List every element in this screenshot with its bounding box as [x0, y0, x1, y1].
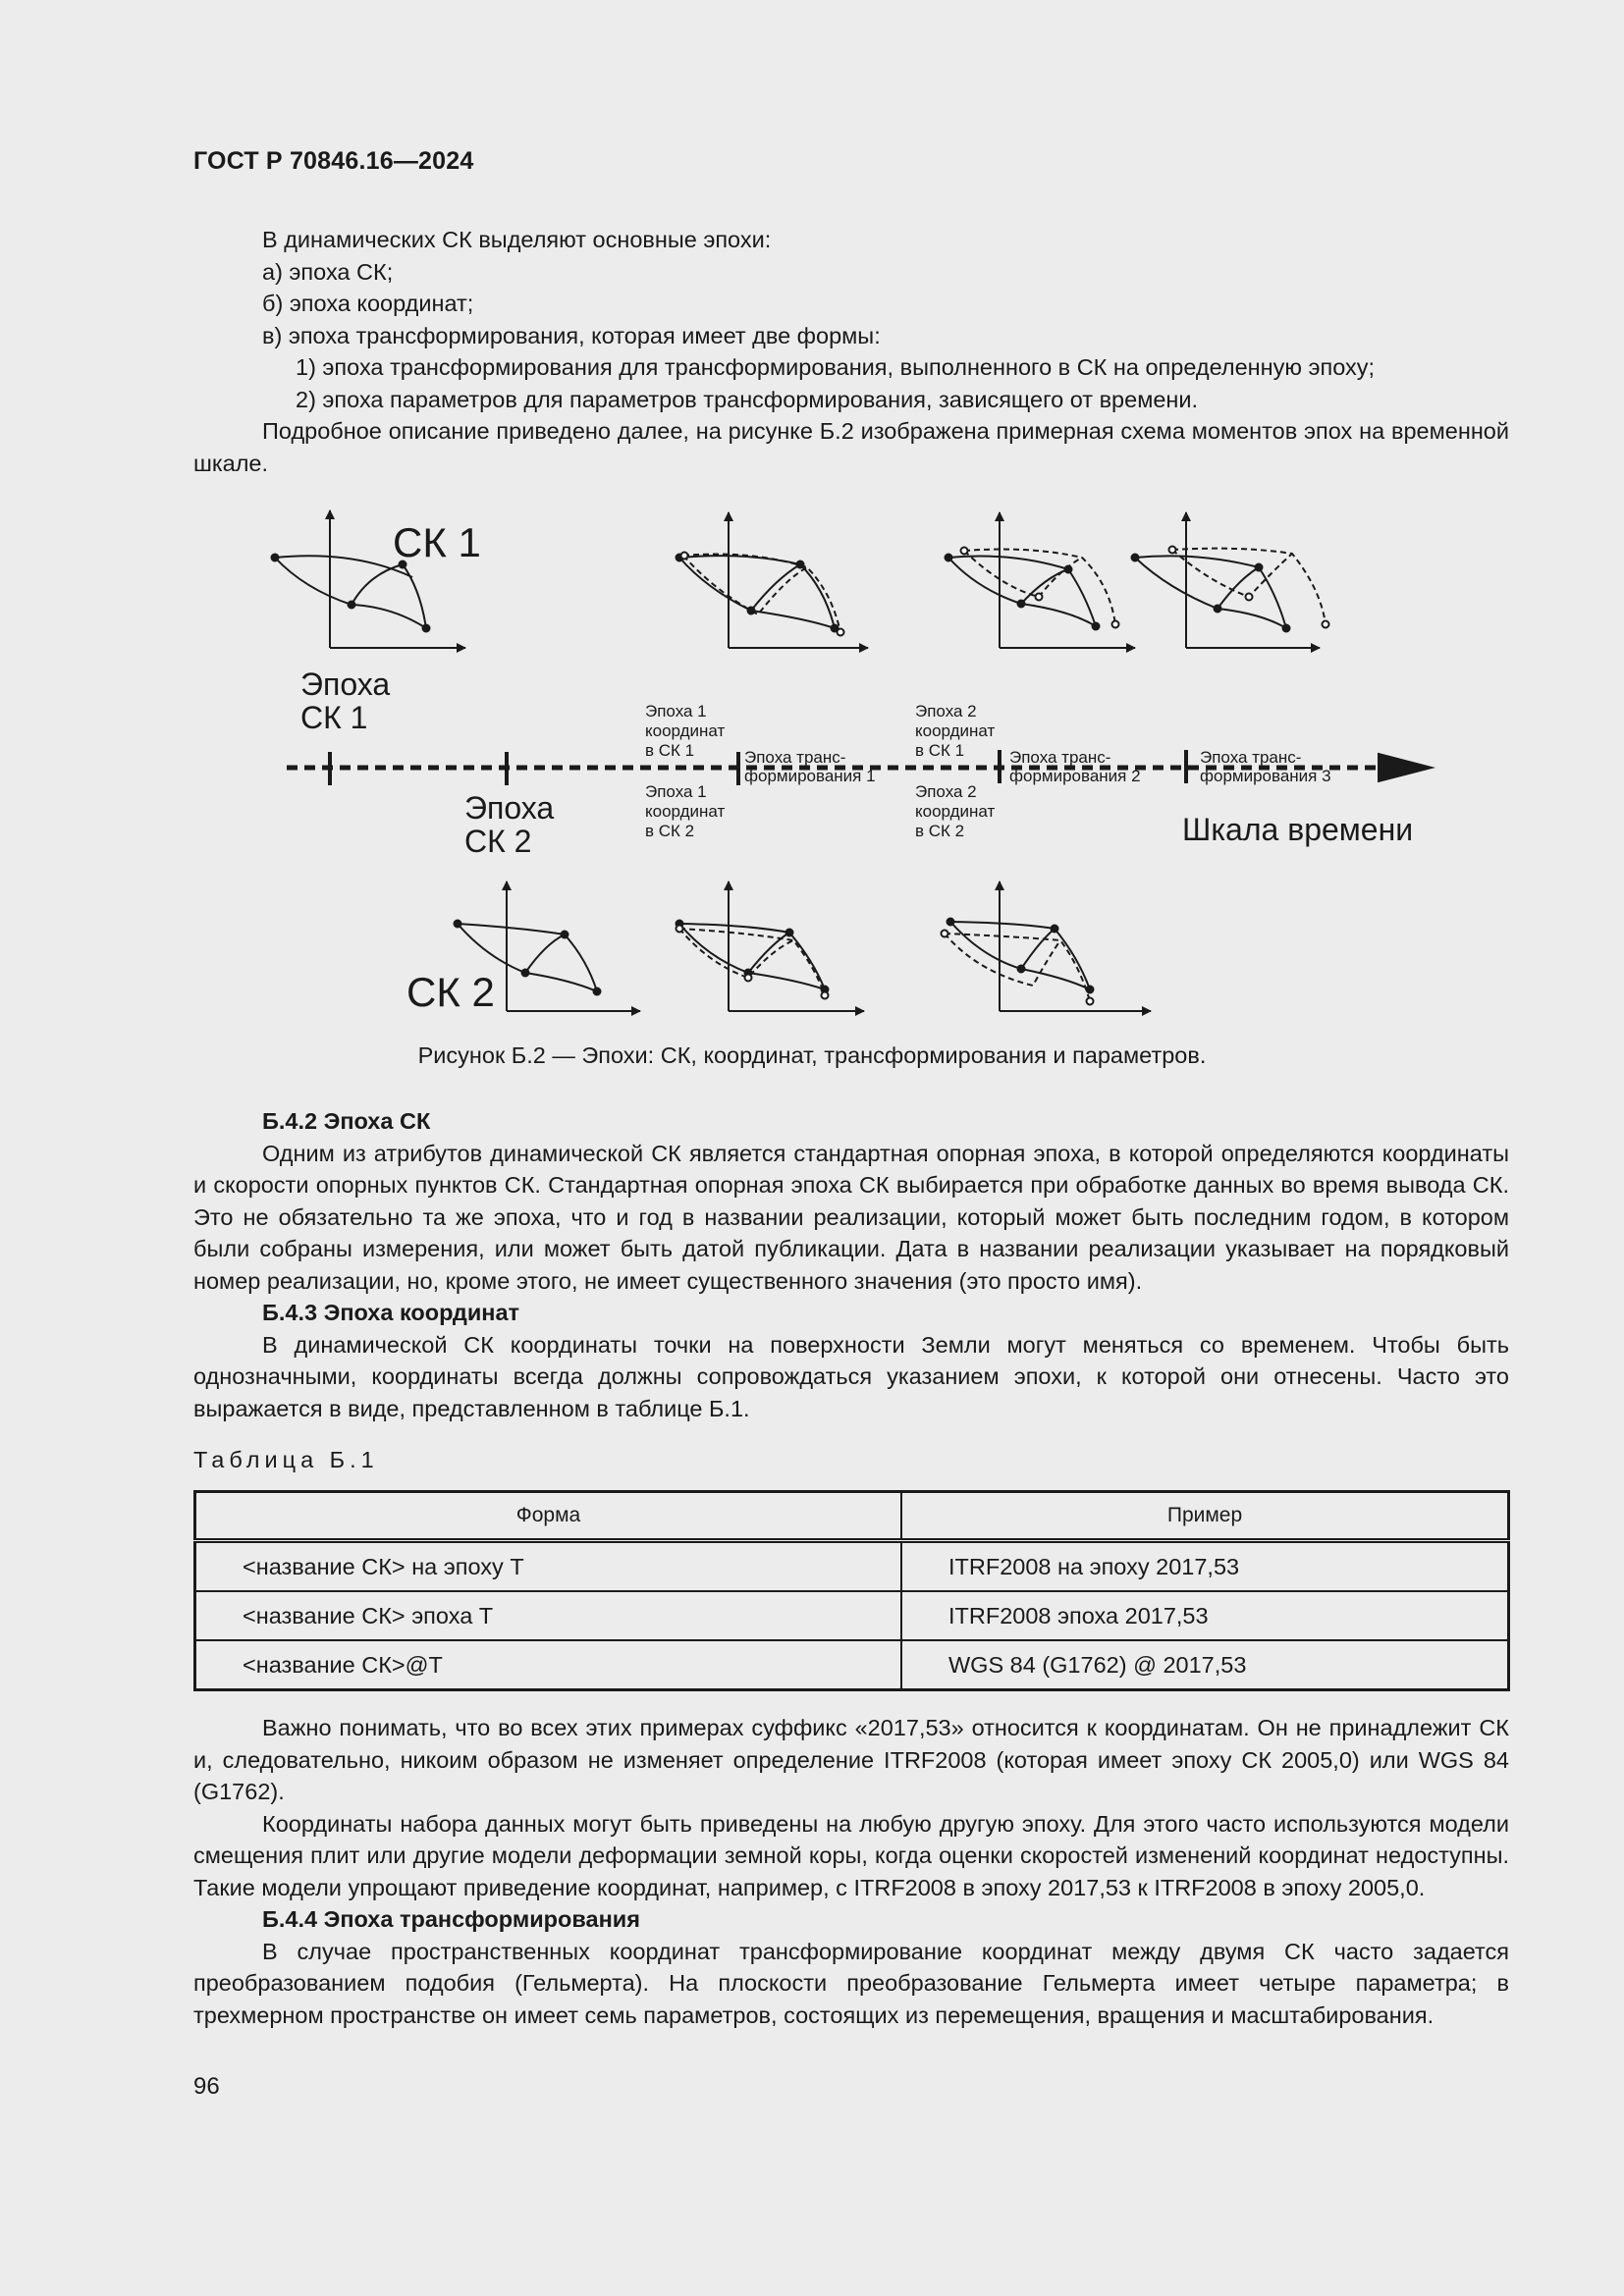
epoch-sk1-line1: Эпоха [300, 667, 391, 702]
column-header-example: Пример [901, 1492, 1509, 1541]
epoch-sk2-line1: Эпоха [464, 790, 555, 826]
transform3-line1: Эпоха транс- [1200, 748, 1302, 767]
epoch1-coord-sk1-label [645, 702, 725, 760]
table-title: Таблица Б.1 [193, 1447, 379, 1472]
paragraph: Координаты набора данных могут быть приведены на любую другую эпоху. Для этого часто используются модели смещения плит или другие модели деформации земной коры, когда оценки скоростей изменений координат недоступны. Такие модели упрощают приведение координат, например, с ITRF2008 в эпоху 2017,53 к ITRF2008 в эпоху 2005,0. [193, 1810, 1509, 1900]
timescale-label: Шкала времени [1182, 812, 1414, 847]
section-text-b43: В динамической СК координаты точки на поверхности Земли могут меняться со временем. Чтобы быть однозначными, координаты всегда должны сопровождаться указанием эпохи, к которой они отнесены. Часто это выражается в виде, представленном в таблице Б.1. [193, 1331, 1509, 1421]
section-title-b42: Б.4.2 Эпоха СК [262, 1108, 431, 1134]
transform2-line2: формирования 2 [1009, 767, 1141, 785]
table-cell-example: ITRF2008 на эпоху 2017,53 [901, 1541, 1509, 1592]
epoch2-coord-sk2-line3: в СК 2 [915, 822, 965, 840]
table-cell-example: WGS 84 (G1762) @ 2017,53 [901, 1640, 1509, 1690]
transform2-label [1009, 748, 1141, 785]
transform3-label [1200, 748, 1331, 785]
epoch2-coord-sk1-line1: Эпоха 2 [915, 702, 977, 721]
sk2-coord-epoch2-diagram [942, 881, 1152, 1011]
table-row [195, 1541, 1509, 1592]
table-b1 [193, 1490, 1510, 1691]
sk1-coord-epoch2-diagram [946, 512, 1136, 648]
epoch1-coord-sk2-line1: Эпоха 1 [645, 782, 707, 801]
epoch2-coord-sk2-line1: Эпоха 2 [915, 782, 977, 801]
epoch1-coord-sk1-line2: координат [645, 721, 726, 740]
transform1-line1: Эпоха транс- [744, 748, 846, 767]
table-cell-form: <название СК> на эпоху Т [195, 1541, 902, 1592]
section-title-b44: Б.4.4 Эпоха трансформирования [262, 1906, 640, 1932]
section-text-b44: В случае пространственных координат трансформирование координат между двумя СК часто задается преобразованием подобия (Гельмерта). На плоскости преобразование Гельмерта имеет четыре параметра; в трехмерном пространстве он имеет семь параметров, состоящих из перемещения, вращения и масштабирования. [193, 1938, 1509, 2028]
sk1-coord-epoch1-diagram [677, 512, 869, 648]
document-header: ГОСТ Р 70846.16—2024 [193, 147, 474, 175]
sub-list-item: 1) эпоха трансформирования для трансформирования, выполненного в СК на определенную эпоху; [296, 354, 1376, 380]
epoch2-coord-sk2-label [915, 782, 995, 840]
figure-caption: Рисунок Б.2 — Эпохи: СК, координат, трансформирования и параметров. [417, 1042, 1207, 1068]
list-item: а) эпоха СК; [262, 258, 394, 285]
column-header-form: Форма [195, 1492, 902, 1541]
list-item: в) эпоха трансформирования, которая имеет две формы: [262, 322, 881, 348]
section-title-b43: Б.4.3 Эпоха координат [262, 1300, 520, 1325]
epoch2-coord-sk1-line2: координат [915, 721, 996, 740]
sk1-label: СК 1 [393, 519, 481, 565]
epoch1-coord-sk2-line3: в СК 2 [645, 822, 695, 840]
epoch1-coord-sk1-line1: Эпоха 1 [645, 702, 707, 721]
epoch-sk2-label [464, 790, 554, 859]
epoch-sk1-label [300, 667, 390, 735]
sections-block [193, 1105, 1509, 1424]
table-row [195, 1591, 1509, 1640]
sk1-transform3-diagram [1132, 512, 1329, 648]
table-row [195, 1640, 1509, 1690]
epochs-figure [0, 0, 1624, 1041]
epoch2-coord-sk2-line2: координат [915, 802, 996, 821]
table-cell-form: <название СК>@Т [195, 1640, 902, 1690]
epoch2-coord-sk1-label [915, 702, 995, 760]
intro-paragraph: Подробное описание приведено далее, на рисунке Б.2 изображена примерная схема моментов эпох на временной шкале. [193, 418, 1509, 476]
sk2-label: СК 2 [406, 969, 495, 1015]
transform3-line2: формирования 3 [1200, 767, 1331, 785]
page-number: 96 [193, 2073, 220, 2100]
epoch1-coord-sk2-line2: координат [645, 802, 726, 821]
transform1-line2: формирования 1 [744, 767, 876, 785]
table-cell-form: <название СК> эпоха Т [195, 1591, 902, 1640]
list-item: б) эпоха координат; [262, 291, 474, 316]
epoch-sk1-line2: СК 1 [300, 700, 368, 735]
transform1-label [744, 748, 876, 785]
epoch-sk2-line2: СК 2 [464, 824, 532, 859]
epoch2-coord-sk1-line3: в СК 1 [915, 741, 965, 760]
epoch1-coord-sk1-line3: в СК 1 [645, 741, 695, 760]
table-header-row [195, 1492, 1509, 1541]
table-cell-example: ITRF2008 эпоха 2017,53 [901, 1591, 1509, 1640]
sk2-coord-epoch1-diagram [677, 881, 865, 1011]
transform2-line1: Эпоха транс- [1009, 748, 1111, 767]
sub-list-item: 2) эпоха параметров для параметров трансформирования, зависящего от времени. [296, 386, 1199, 412]
section-text-b42: Одним из атрибутов динамической СК является стандартная опорная эпоха, в которой определяются координаты и скорости опорных пунктов СК. Стандартная опорная эпоха СК выбирается при обработке данных во время вывода СК. Это не обязательно та же эпоха, что и год в названии реализации, который может быть последним годом, в котором были собраны измерения, или может быть датой публикации. Дата в названии реализации указывает на порядковый номер реализации, но, кроме этого, не имеет существенного значения (это просто имя). [193, 1140, 1509, 1294]
paragraph: Важно понимать, что во всех этих примерах суффикс «2017,53» относится к координатам. Он не принадлежит СК и, следовательно, никоим образом не изменяет определение ITRF2008 (которая имеет эпоху СК 2005,0) или WGS 84 (G1762). [193, 1715, 1509, 1804]
intro-paragraph: В динамических СК выделяют основные эпохи: [262, 227, 772, 252]
epoch1-coord-sk2-label [645, 782, 725, 840]
after-table-block [193, 1712, 1509, 2031]
